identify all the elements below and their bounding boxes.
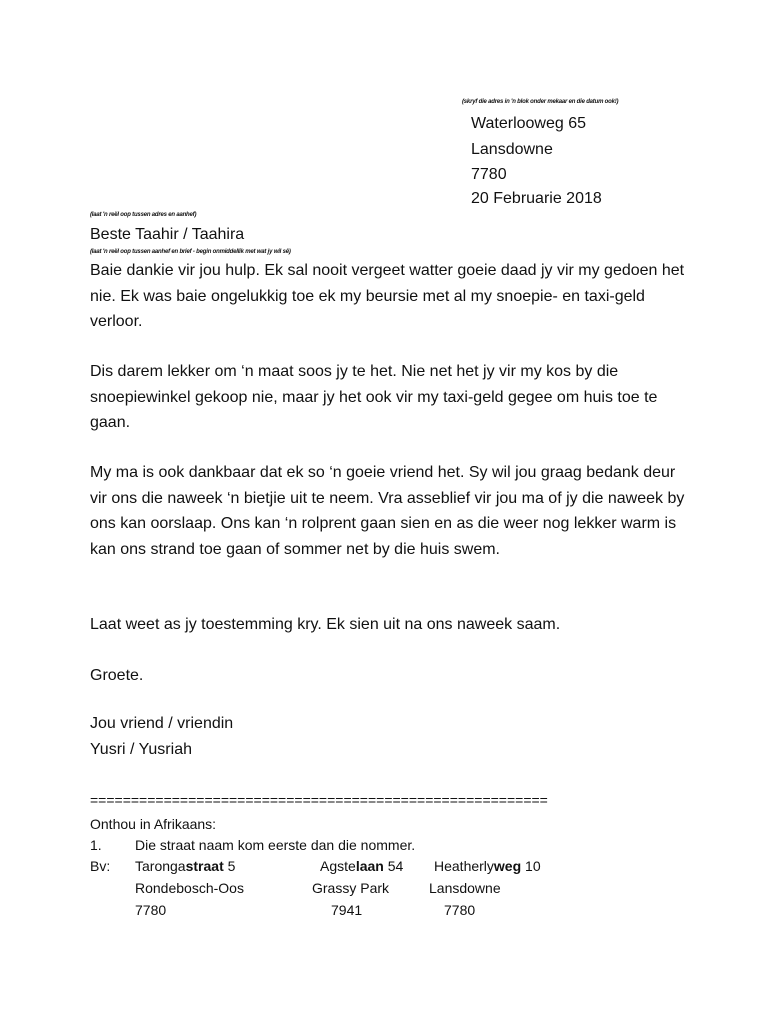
example-street-1-suffix: straat [185,858,224,874]
example-area-1: Rondebosch-Oos [135,880,244,896]
paragraph-3-text: My ma is ook dankbaar dat ek so ‘n goeie vriend het. Sy wil jou graag bedank deur vir ons die naweek ‘n bietjie uit te neem. Vra asseblief vir jou ma of jy die naweek by ons kan oorslaap. Ons kan ‘n rolprent gaan sien en as die weer nog lekker warm is kan ons strand toe gaan of sommer net by die huis swem. [90,464,685,558]
greeting-note-after: (laat 'n reël oop tussen aanhef en brief - begin onmiddellik met wat jy wil sê) [90,249,291,255]
address-line-1: Waterlooweg 65 [471,115,587,132]
example-street-1 [135,856,235,877]
paragraph-2 [90,359,690,436]
reminder-title: Onthou in Afrikaans: [90,816,217,832]
greeting-note-before: (laat 'n reël oop tussen adres en aanhef) [90,212,197,218]
example-street-3-number: 10 [521,858,541,874]
example-area-2: Grassy Park [312,880,390,896]
address-note: (skryf die adres in 'n blok onder mekaar en die datum ook!) [462,99,619,105]
example-street-2-number: 54 [383,858,404,874]
date-line: 20 Februarie 2018 [471,190,602,207]
paragraph-4 [90,612,690,638]
closing: Groete. [90,667,144,684]
address-line-2: Lansdowne [471,141,553,158]
example-code-2: 7941 [331,902,363,918]
example-street-1-prefix: Taronga [135,858,186,874]
salutation: Beste Taahir / Taahira [90,226,245,243]
paragraph-1-text: Baie dankie vir jou hulp. Ek sal nooit vergeet watter goeie daad jy vir my gedoen het nie. Ek was baie ongelukkig toe ek my beursie met al my snoepie- en taxi-geld verloor. [90,262,685,330]
rule-text: Die straat naam kom eerste dan die nommer. [135,837,416,853]
sender-name: Yusri / Yusriah [90,741,192,758]
rule-number: 1. [90,837,102,853]
address-line-3: 7780 [471,166,507,183]
paragraph-4-text: Laat weet as jy toestemming kry. Ek sien uit na ons naweek saam. [90,616,561,633]
example-street-2-prefix: Agste [320,858,356,874]
example-code-1: 7780 [135,902,167,918]
paragraph-2-text: Dis darem lekker om ‘n maat soos jy te het. Nie net het jy vir my kos by die snoepiewinkel gekoop nie, maar jy het ook vir my taxi-geld gegee om huis toe te gaan. [90,363,658,431]
example-street-3-prefix: Heatherly [434,858,494,874]
signoff: Jou vriend / vriendin [90,715,234,732]
paragraph-1 [90,258,690,335]
example-street-3-suffix: weg [493,858,522,874]
example-code-3: 7780 [444,902,476,918]
example-street-3 [434,856,541,877]
example-street-2 [320,856,403,877]
example-street-1-number: 5 [223,858,236,874]
example-label: Bv: [90,858,111,874]
divider-line: ======================================================== [90,792,548,808]
example-street-2-suffix: laan [355,858,384,874]
example-area-3: Lansdowne [429,880,501,896]
paragraph-3 [90,460,690,562]
